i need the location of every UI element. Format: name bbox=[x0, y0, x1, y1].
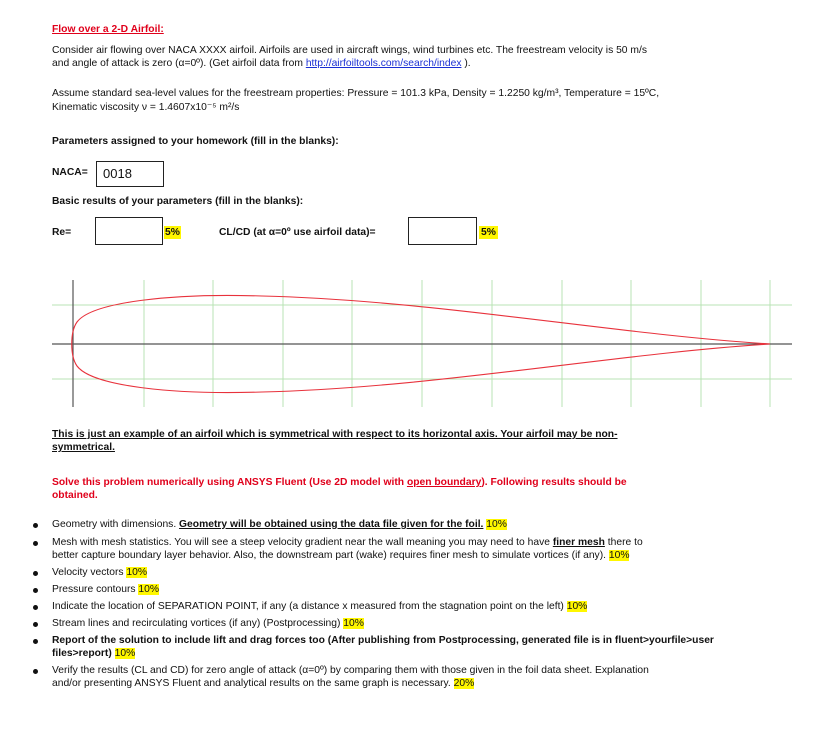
solve-line-2: obtained. bbox=[52, 490, 98, 501]
intro-line-1: Consider air flowing over NACA XXXX airfoil. Airfoils are used in aircraft wings, wind turbines etc. The freestream velocity is 50 m/s bbox=[52, 45, 647, 56]
task-pressure-contours bbox=[52, 583, 752, 596]
task-text: Indicate the location of SEPARATION POINT, if any (a distance x measured from the stagnation point on the left) bbox=[52, 601, 567, 612]
bullet-icon bbox=[33, 605, 38, 610]
task-text: Geometry with dimensions. bbox=[52, 519, 180, 530]
task-text: Stream lines and recirculating vortices (if any) (Postprocessing) bbox=[52, 618, 344, 629]
bullet-icon bbox=[33, 523, 38, 528]
solve-text-end: ). Following results should be bbox=[481, 477, 627, 488]
clcd-weight-badge: 5% bbox=[481, 227, 496, 238]
example-note-line-2: symmetrical. bbox=[52, 442, 115, 453]
task-report-line-2 bbox=[52, 647, 752, 660]
task-weight-badge: 10% bbox=[114, 648, 136, 659]
params-heading: Parameters assigned to your homework (fill in the blanks): bbox=[52, 136, 339, 147]
naca-input[interactable]: 0018 bbox=[96, 161, 164, 187]
assume-line-1: Assume standard sea-level values for the freestream properties: Pressure = 101.3 kPa, Density = 1.2250 kg/m³, Temperature = 15ºC, bbox=[52, 88, 660, 99]
task-text: files>report) bbox=[52, 648, 115, 659]
task-weight-badge: 10% bbox=[126, 567, 148, 578]
open-boundary-text: open boundary bbox=[406, 477, 482, 488]
task-geometry bbox=[52, 518, 752, 531]
task-text: better capture boundary layer behavior. Also, the downstream part (wake) requires finer mesh to simulate vortices (if any). bbox=[52, 550, 609, 561]
task-weight-badge: 20% bbox=[453, 678, 475, 689]
basic-results-heading: Basic results of your parameters (fill in the blanks): bbox=[52, 196, 304, 207]
clcd-input[interactable] bbox=[408, 217, 477, 245]
bullet-icon bbox=[33, 639, 38, 644]
bullet-icon bbox=[33, 669, 38, 674]
task-text-end: there to bbox=[604, 537, 643, 548]
task-text: Velocity vectors bbox=[52, 567, 127, 578]
task-weight-badge: 10% bbox=[138, 584, 160, 595]
page-title: Flow over a 2-D Airfoil: bbox=[52, 24, 164, 35]
bullet-icon bbox=[33, 541, 38, 546]
task-text: Mesh with mesh statistics. You will see a steep velocity gradient near the wall meaning you may need to have bbox=[52, 537, 553, 548]
task-mesh-line-1 bbox=[52, 536, 752, 549]
task-stream-lines bbox=[52, 617, 752, 630]
task-weight-badge: 10% bbox=[486, 519, 507, 530]
re-weight-badge: 5% bbox=[165, 227, 180, 238]
task-emphasis: Geometry will be obtained using the data file given for the foil. bbox=[179, 519, 484, 530]
example-note-line-1: This is just an example of an airfoil which is symmetrical with respect to its horizontal axis. Your airfoil may be non- bbox=[52, 429, 618, 440]
task-verify-line-2 bbox=[52, 677, 752, 690]
task-weight-badge: 10% bbox=[566, 601, 588, 612]
airfoil-figure bbox=[52, 272, 792, 418]
intro-text: and angle of attack is zero (α=0º). (Get airfoil data from bbox=[52, 58, 306, 69]
task-emphasis: finer mesh bbox=[552, 537, 605, 548]
clcd-label: CL/CD (at α=0º use airfoil data)= bbox=[219, 227, 376, 238]
assume-line-2: Kinematic viscosity ν = 1.4607x10⁻⁵ m²/s bbox=[52, 102, 240, 113]
re-input[interactable] bbox=[95, 217, 163, 245]
re-label: Re= bbox=[52, 227, 72, 238]
bullet-icon bbox=[33, 571, 38, 576]
intro-line-2 bbox=[52, 57, 471, 70]
task-weight-badge: 10% bbox=[343, 618, 364, 629]
task-verify-line-1: Verify the results (CL and CD) for zero angle of attack (α=0º) by comparing them with those given in the foil data sheet. Explanation bbox=[52, 665, 649, 676]
naca-label: NACA= bbox=[52, 167, 88, 178]
bullet-icon bbox=[33, 622, 38, 627]
task-velocity-vectors bbox=[52, 566, 752, 579]
bullet-icon bbox=[33, 588, 38, 593]
airfoiltools-link[interactable]: http://airfoiltools.com/search/index bbox=[305, 58, 462, 69]
task-text: Pressure contours bbox=[52, 584, 139, 595]
solve-line-1 bbox=[52, 476, 627, 489]
task-weight-badge: 10% bbox=[608, 550, 630, 561]
task-separation-point bbox=[52, 600, 752, 613]
task-report-line-1: Report of the solution to include lift and drag forces too (After publishing from Postprocessing, generated file is in fluent>yourfile>user bbox=[52, 635, 714, 646]
intro-text-end: ). bbox=[461, 58, 471, 69]
solve-text: Solve this problem numerically using ANSYS Fluent (Use 2D model with bbox=[52, 477, 407, 488]
task-text: and/or presenting ANSYS Fluent and analytical results on the same graph is necessary. bbox=[52, 678, 454, 689]
task-mesh-line-2 bbox=[52, 549, 752, 562]
